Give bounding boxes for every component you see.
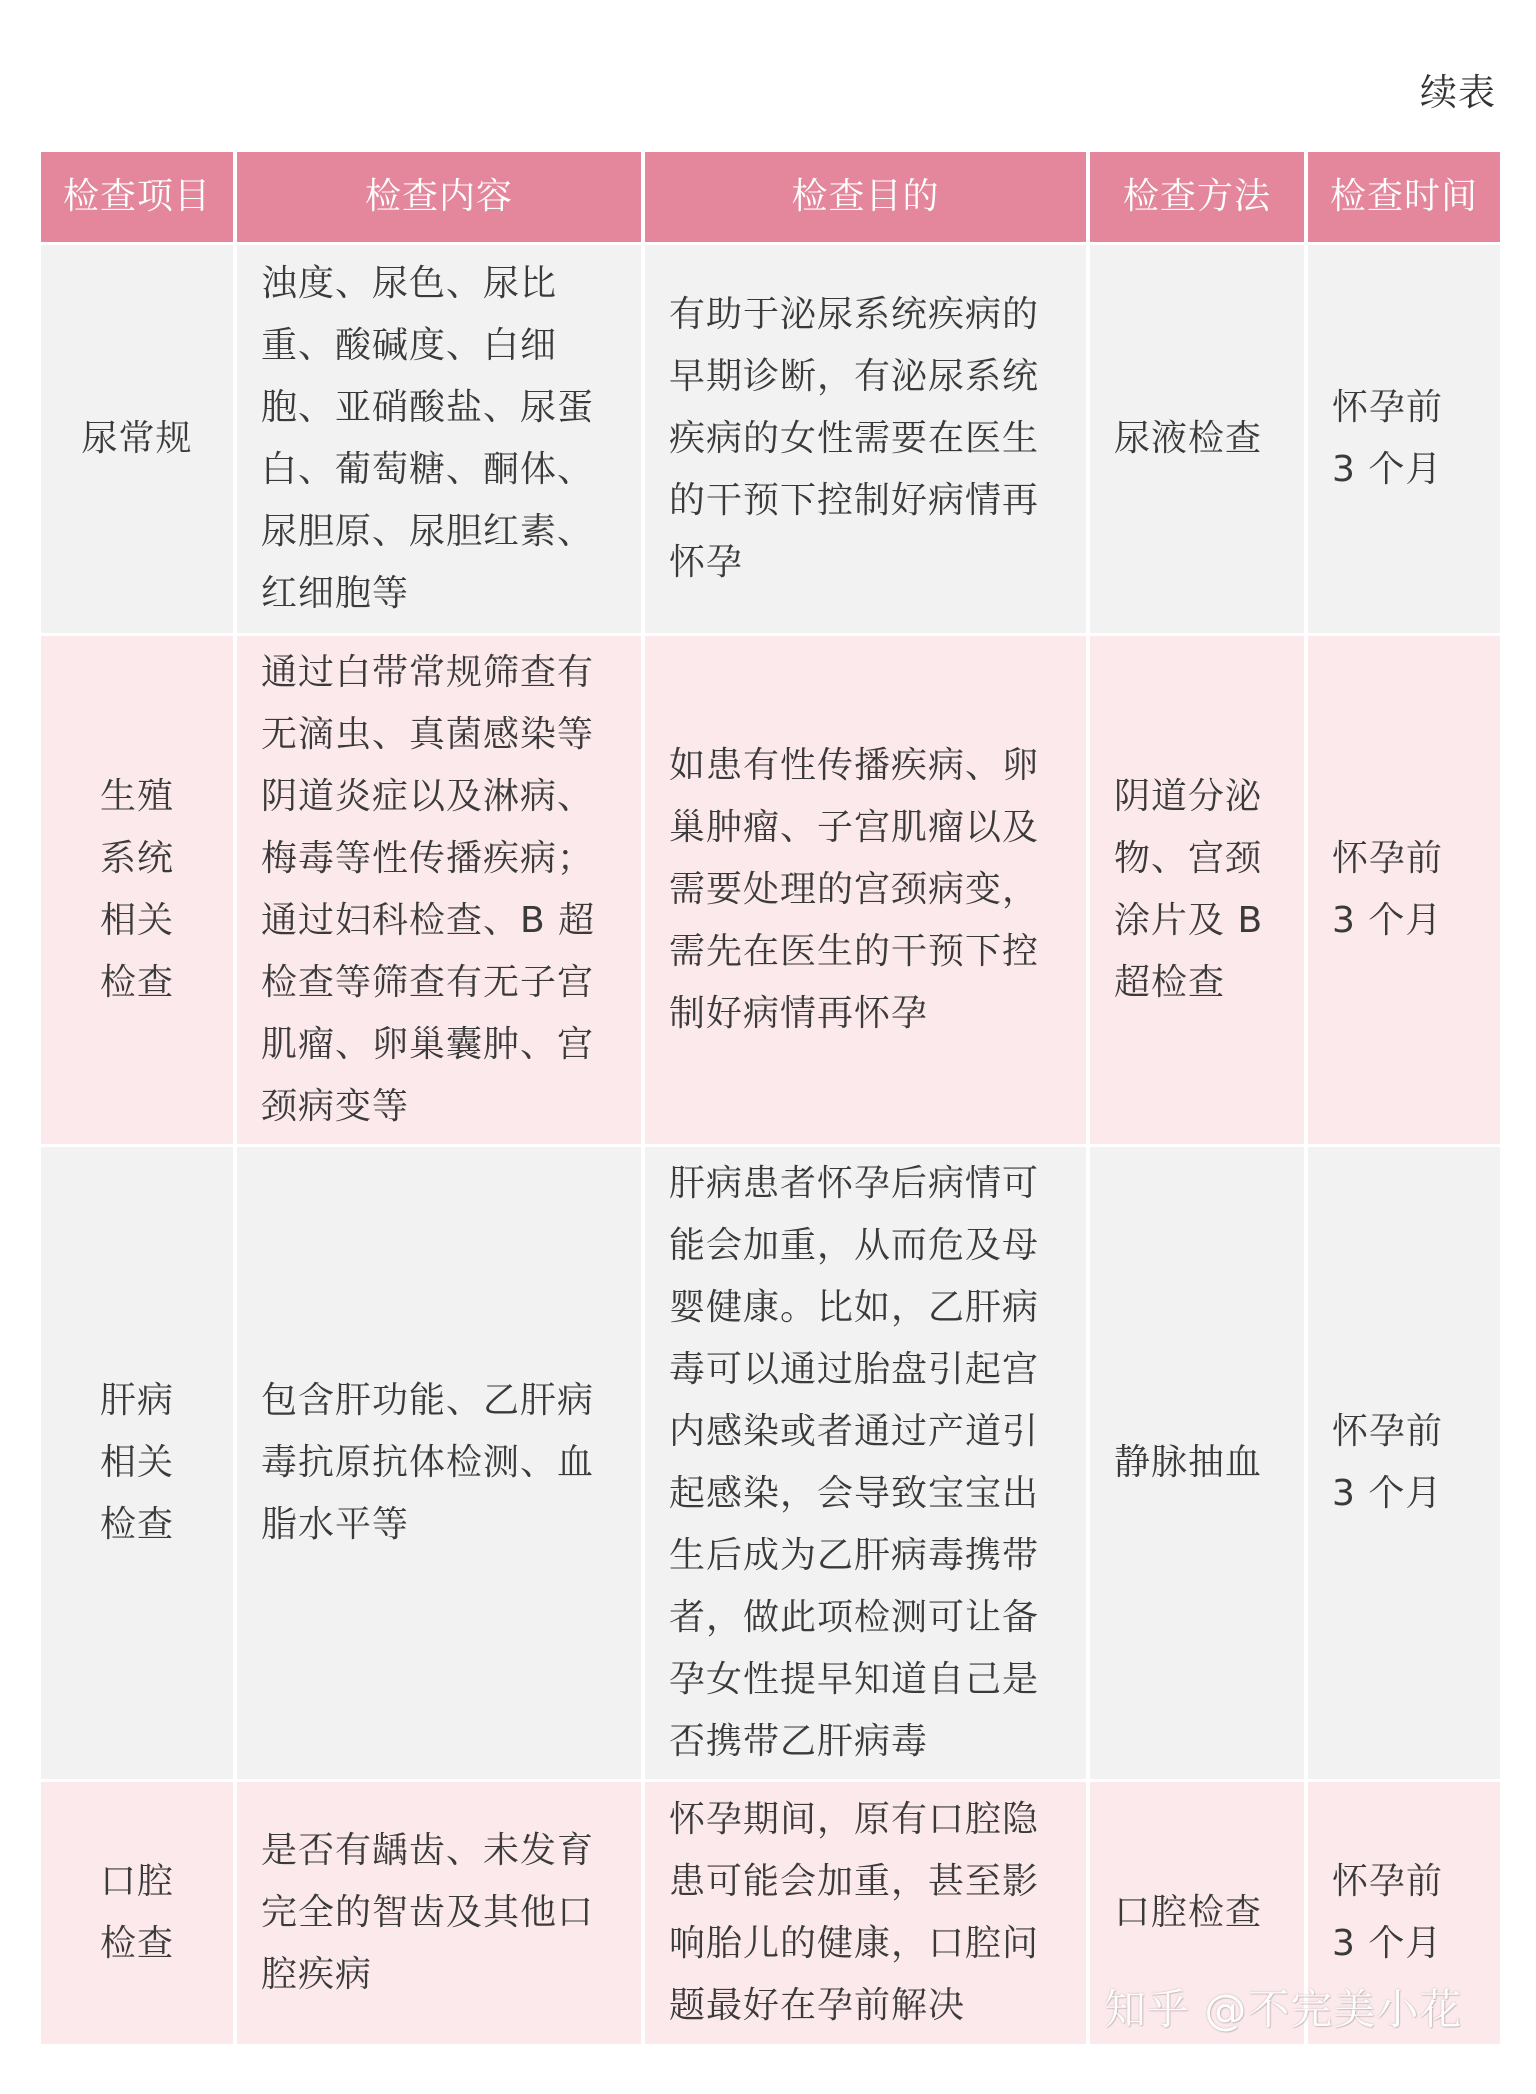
row2-item: 生殖 系统 相关 检查 [41, 636, 233, 1144]
row4-time: 怀孕前 3 个月 [1308, 1782, 1500, 2044]
row4-method: 口腔检查 [1090, 1782, 1304, 2044]
checkup-table [41, 152, 1496, 2044]
row3-method: 静脉抽血 [1090, 1147, 1304, 1779]
row3-purpose: 肝病患者怀孕后病情可能会加重，从而危及母婴健康。比如，乙肝病毒可以通过胎盘引起宫内感染或者通过产道引起感染，会导致宝宝出生后成为乙肝病毒携带者，做此项检测可让备孕女性提早知道自己是否携带乙肝病毒 [645, 1147, 1086, 1779]
row2-time: 怀孕前 3 个月 [1308, 636, 1500, 1144]
header-content: 检查内容 [237, 152, 641, 242]
row4-content: 是否有龋齿、未发育完全的智齿及其他口腔疾病 [237, 1782, 641, 2044]
header-time: 检查时间 [1308, 152, 1500, 242]
row3-item: 肝病 相关 检查 [41, 1147, 233, 1779]
row1-method: 尿液检查 [1090, 245, 1304, 633]
zhihu-watermark: 知乎 @不完美小花 [1104, 1985, 1463, 2034]
header-item: 检查项目 [41, 152, 233, 242]
row1-time: 怀孕前 3 个月 [1308, 245, 1500, 633]
row2-method: 阴道分泌物、宫颈涂片及 B 超检查 [1090, 636, 1304, 1144]
row2-content: 通过白带常规筛查有无滴虫、真菌感染等阴道炎症以及淋病、梅毒等性传播疾病；通过妇科检查、B 超检查等筛查有无子宫肌瘤、卵巢囊肿、宫颈病变等 [237, 636, 641, 1144]
row1-content: 浊度、尿色、尿比重、酸碱度、白细胞、亚硝酸盐、尿蛋白、葡萄糖、酮体、尿胆原、尿胆红素、红细胞等 [237, 245, 641, 633]
row3-time: 怀孕前 3 个月 [1308, 1147, 1500, 1779]
row1-item: 尿常规 [41, 245, 233, 633]
row3-content: 包含肝功能、乙肝病毒抗原抗体检测、血脂水平等 [237, 1147, 641, 1779]
header-purpose: 检查目的 [645, 152, 1086, 242]
row1-purpose: 有助于泌尿系统疾病的早期诊断，有泌尿系统疾病的女性需要在医生的干预下控制好病情再怀孕 [645, 245, 1086, 633]
row4-item: 口腔 检查 [41, 1782, 233, 2044]
header-method: 检查方法 [1090, 152, 1304, 242]
row4-purpose: 怀孕期间，原有口腔隐患可能会加重，甚至影响胎儿的健康，口腔问题最好在孕前解决 [645, 1782, 1086, 2044]
table-continued-label: 续表 [1420, 71, 1496, 114]
row2-purpose: 如患有性传播疾病、卵巢肿瘤、子宫肌瘤以及需要处理的宫颈病变，需先在医生的干预下控制好病情再怀孕 [645, 636, 1086, 1144]
